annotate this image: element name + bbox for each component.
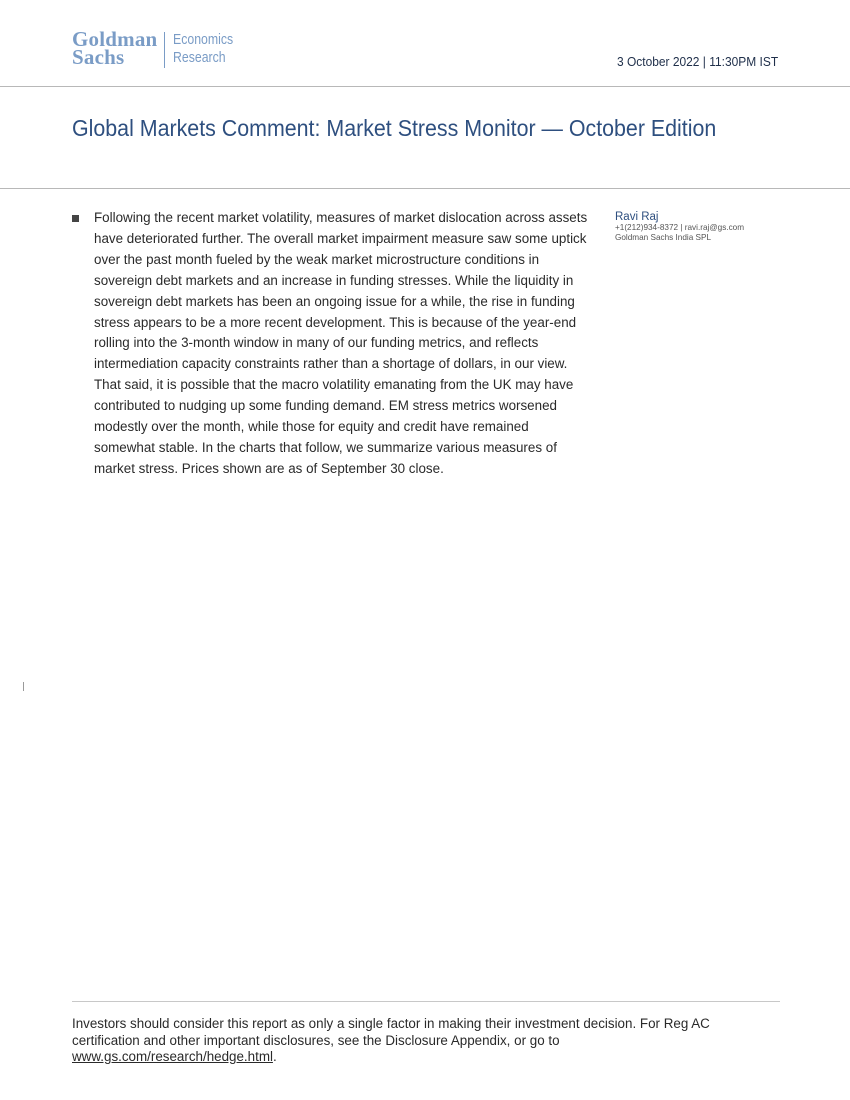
footer-divider — [72, 1001, 780, 1002]
page-title: Global Markets Comment: Market Stress Monitor — October Edition — [72, 115, 717, 141]
contact-separator: | — [680, 223, 683, 232]
logo-divider — [164, 32, 165, 68]
author-email[interactable]: ravi.raj@gs.com — [684, 223, 745, 232]
author-contact — [615, 223, 785, 233]
publication-dateline: 3 October 2022 | 11:30PM IST — [616, 54, 778, 69]
disclosure-footer — [72, 1016, 772, 1066]
author-affiliation: Goldman Sachs India SPL — [615, 232, 712, 242]
summary-paragraph: Following the recent market volatility, measures of market dislocation across assets have deteriorated further. The overall market impairment measure saw some uptick over the past month fueled by the weak market microstructure conditions in sovereign debt markets and an increase in funding stresses. While the liquidity in sovereign debt markets has been an ongoing issue for a while, the rise in funding stress appears to be a more recent development. This is because of the year-end rolling into the 3-month window in many of our funding metrics, and reflects intermediation capacity constraints rather than a shortage of dollars, in our view. That said, it is possible that the macro volatility emanating from the UK may have contributed to nudging up some funding demand. EM stress metrics worsened modestly over the month, while those for equity and credit have remained somewhat stable. In the charts that follow, we summarize various measures of market stress. Prices shown are as of September 30 close. — [94, 210, 588, 476]
author-name: Ravi Raj — [615, 211, 659, 223]
disclosure-text: Investors should consider this report as only a single factor in making their investment decision. For Reg AC certification and other important disclosures, see the Disclosure Appendix, or go to — [72, 1016, 710, 1048]
division-line-2: Research — [173, 49, 226, 66]
header-divider — [0, 86, 850, 87]
logo-line-2: Sachs — [72, 45, 125, 69]
logo-line-1: Goldman — [72, 27, 158, 51]
disclosure-link[interactable]: www.gs.com/research/hedge.html — [72, 1049, 273, 1064]
author-phone: +1(212)934-8372 — [615, 223, 679, 232]
footer-trailing: . — [272, 1049, 277, 1064]
title-divider — [0, 188, 850, 189]
square-bullet-icon — [72, 215, 79, 222]
author-block — [615, 211, 785, 242]
logo-wordmark — [72, 27, 162, 69]
division-line-1: Economics — [173, 31, 234, 48]
division-label — [173, 31, 247, 67]
margin-tick — [23, 682, 24, 691]
